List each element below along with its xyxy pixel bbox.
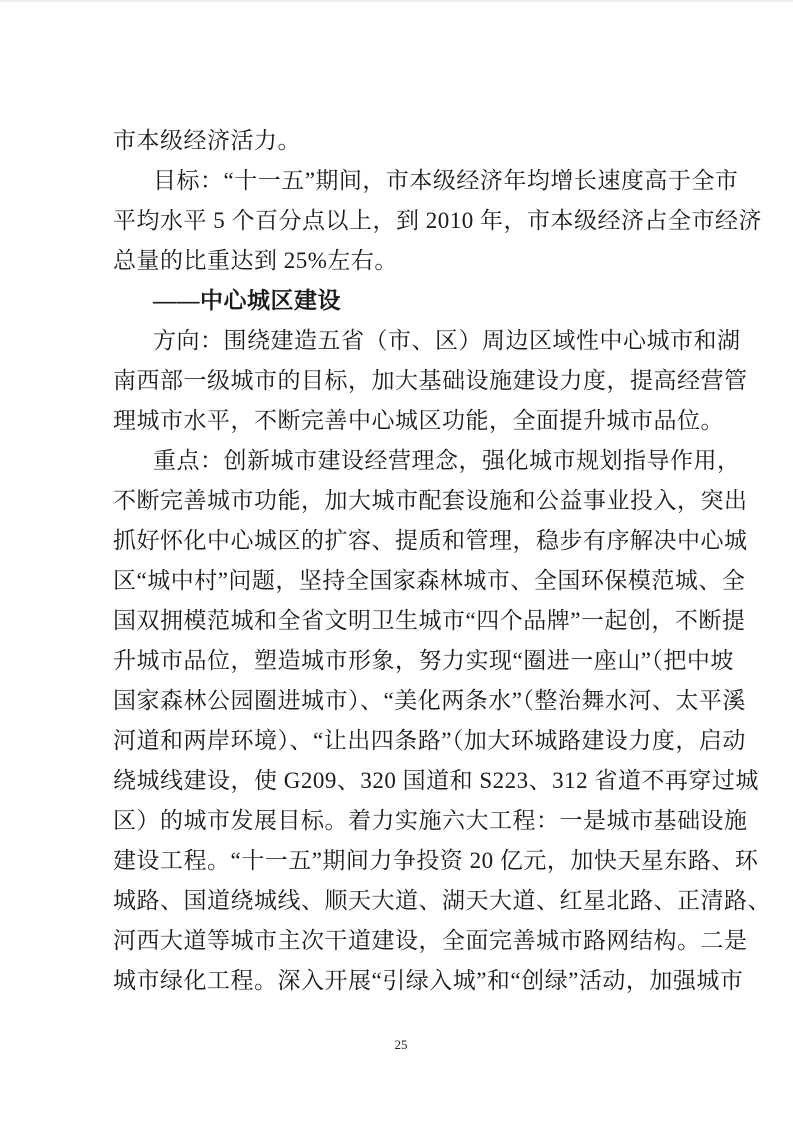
text-line: 重点：创新城市建设经营理念，强化城市规划指导作用，	[153, 448, 741, 473]
text-line: 总量的比重达到 25%左右。	[113, 248, 398, 273]
text-line: 市本级经济活力。	[113, 128, 301, 153]
text-line: 升城市品位，塑造城市形象，努力实现“圈进一座山”（把中坡	[113, 648, 734, 673]
text-line: 区“城中村”问题，坚持全国家森林城市、全国环保模范城、全	[113, 568, 746, 593]
scan-edge	[0, 0, 793, 2]
text-line: 区）的城市发展目标。着力实施六大工程：一是城市基础设施	[113, 808, 748, 833]
text-line: 目标：“十一五”期间，市本级经济年均增长速度高于全市	[153, 168, 739, 193]
text-line: 平均水平 5 个百分点以上，到 2010 年，市本级经济占全市经济	[113, 208, 762, 233]
text-line: 理城市水平，不断完善中心城区功能，全面提升城市品位。	[113, 408, 724, 433]
text-line: 城市绿化工程。深入开展“引绿入城”和“创绿”活动，加强城市	[113, 968, 744, 993]
text-line: 南西部一级城市的目标，加大基础设施建设力度，提高经营管	[113, 368, 748, 393]
text-line: 河道和两岸环境）、“让出四条路”（加大环城路建设力度，启动	[113, 728, 746, 753]
text-line: 绕城线建设，使 G209、320 国道和 S223、312 省道不再穿过城	[113, 768, 759, 793]
text-line: 建设工程。“十一五”期间力争投资 20 亿元，加快天星东路、环	[113, 848, 759, 873]
text-line: 河西大道等城市主次干道建设，全面完善城市路网结构。二是	[113, 928, 748, 953]
text-line: 国双拥模范城和全省文明卫生城市“四个品牌”一起创，不断提	[113, 608, 746, 633]
text-line: 不断完善城市功能，加大城市配套设施和公益事业投入，突出	[113, 488, 748, 513]
text-line: ——中心城区建设	[153, 288, 341, 313]
text-line: 方向：围绕建造五省（市、区）周边区域性中心城市和湖	[153, 328, 741, 353]
text-line: 国家森林公园圈进城市）、“美化两条水”（整治舞水河、太平溪	[113, 688, 746, 713]
text-line: 城路、国道绕城线、顺天大道、湖天大道、红星北路、正清路、	[113, 888, 771, 913]
document-body	[113, 121, 771, 1001]
page-number: 25	[394, 1037, 408, 1052]
text-line: 抓好怀化中心城区的扩容、提质和管理，稳步有序解决中心城	[113, 528, 748, 553]
